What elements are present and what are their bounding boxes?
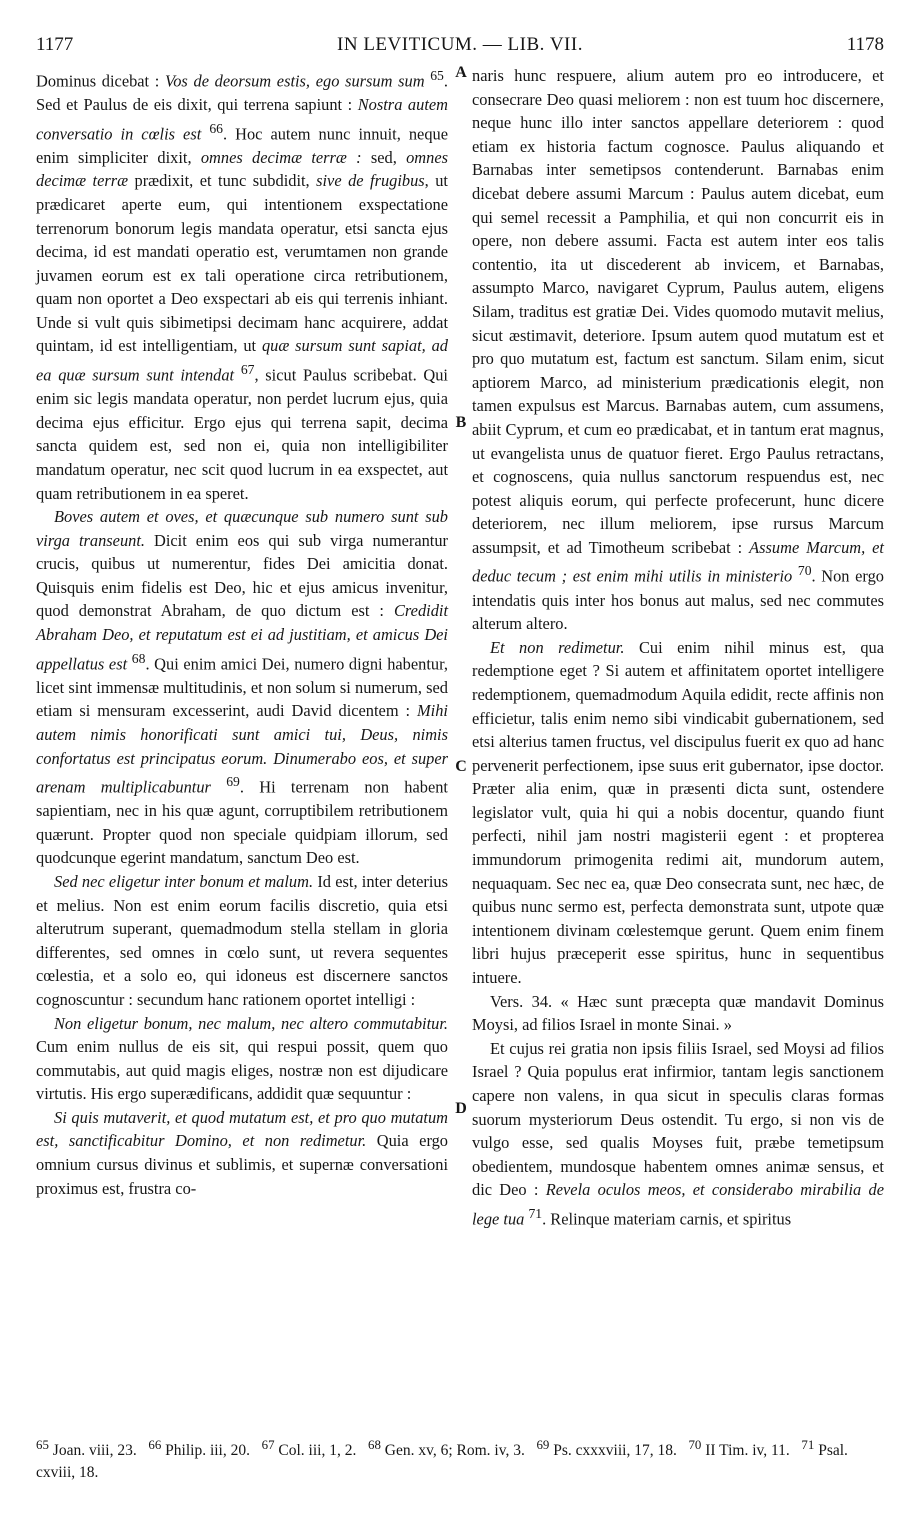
paragraph: Si quis mutaverit, et quod mutatum est, et pro quo mutatum est, sanctificabitur Domino, et non redimetur. Quia ergo omnium cursus divinus et sublimis, et supernæ conversationi proximus est, frustra co- — [36, 1107, 448, 1198]
footnotes — [36, 1434, 884, 1484]
paragraph: Dominus dicebat : Vos de deorsum estis, ego sursum sum $^{65}$. Sed et Paulus de eis dixit, qui terrena sapiunt : Nostra autem conversatio in cœlis est $^{66}$. Hoc autem nunc innuit, neque enim simpliciter dixit, omnes decimæ terræ : sed, omnes decimæ terræ prædixit, et tunc subdidit, sive de frugibus, ut prædicaret aperte eum, qui intentionem exspectatione terrenorum bonorum legis mandata operatur, etsi sancta ejus decima, id est mandati operatio est, verumtamen non grande juvamen eorum est ex tali operatione circa retributionem, quam non oportet a Deo exspectari ab eis qui terrenis inhiant. Unde si vult quis sibimetipsi decimam hanc acquirere, addat quintam, id est intelligentiam, ut quæ sursum sunt sapiat, ad ea quæ sursum sunt intendat $^{67}$, sicut Paulus scribebat. Qui enim sic legis mandata operatur, non perdet lucrum ejus, quia decima ejus efficitur. Ergo ejus qui terrena sapit, decima sancta quidem est, sed non ei, quia non intelligibiliter mandatum operatur, nec scit quod lucrum in ea exspectet, aut quam retributionem in ea speret. — [36, 68, 448, 503]
left-column — [36, 64, 448, 1200]
paragraph: Non eligetur bonum, nec malum, nec altero commutabitur. Cum enim nullus de eis sit, qui respui possit, quem quo commutabis, aut quid magis eliges, nostræ non est dijudicare virtutis. His ergo superædificans, addidit quæ sequuntur : — [36, 1013, 448, 1104]
paragraph: Vers. 34. « Hæc sunt præcepta quæ mandavit Dominus Moysi, ad filios Israel in monte Sinai. » — [472, 991, 884, 1035]
running-title: IN LEVITICUM. — LIB. VII. — [337, 34, 583, 55]
right-page-number: 1178 — [846, 34, 884, 55]
margin-marker-a: A — [455, 64, 467, 81]
paragraph: Sed nec eligetur inter bonum et malum. Id est, inter deterius et melius. Non est enim eorum facilis discretio, quia etsi alterutrum superant, quemadmodum stella stellam in gloria differentes, sed omnes in cœlo sunt, ut revera sequentes cœlestia, et a solo eo, qui idoneus est discernere sanctos cognoscuntur : secundum hanc rationem oportet intelligi : — [36, 871, 448, 1009]
paragraph: Et cujus rei gratia non ipsis filiis Israel, sed Moysi ad filios Israel ? Quia populus erat infirmior, tantam legis sanctionem capere non valens, in qua sicut in speculis claras formas suorum mysteriorum Deus ostendit. Tu ergo, si non vis de vulgo esse, sed qualis Moyses fuit, præbe temetipsum obedientem, mundosque habentem omnes animæ sensus, et dic Deo : Revela oculos meos, et considerabo mirabilia de lege tua $^{71}$. Relinque materiam carnis, et spiritus — [472, 1038, 884, 1229]
paragraph: Et non redimetur. Cui enim nihil minus est, qua redemptione eget ? Si autem et affinitatem oportet intelligere redemptionem, quemadmodum Aquila edidit, recte affinis non efficietur, talis enim nemo sibi vindicabit gubernationem, sed etsi alterius tamen fructus, vel discipulus fuerit ex quo ad hanc pervenerit perfectionem, ipse suus erit gubernator, ipse doctor. Præter alia enim, quæ in præsenti dicta sunt, ostendere legislator vult, quia hi qui a nobis docentur, quando fiunt perfecti, nihil jam nostri magisterii egent : et propterea immundorum primogenita redimi ait, mundorum autem, nequaquam. Sec nec ea, quæ Deo consecrata sunt, nec hæc, de quibus nunc sermo est, perfecta demonstrata sunt, utpote quæ intentionem divinam cœlestemque gerunt. Quem enim finem libri hujus præceperit esse spiritus, hunc in sequentibus intuere. — [472, 637, 884, 988]
margin-marker-d: D — [455, 1100, 467, 1117]
left-page-number: 1177 — [36, 34, 74, 55]
footnote-line: $^{65}$ Joan. viii, 23. $^{66}$ Philip. iii, 20. $^{67}$ Col. iii, 1, 2. $^{68}$ Gen. xv, 6; Rom. iv, 3. $^{69}$ Ps. cxxxviii, 17, 18. $^{70}$ II Tim. iv, 11. $^{71}$ Psal. cxviii, 18. — [36, 1437, 848, 1482]
paragraph: naris hunc respuere, alium autem pro eo introducere, et consecrare Deo quasi meliorem : non est tuum hoc discernere, neque hunc illo inter sanctos appellare deteriorem : quod etiam ex historia factum cognosce. Paulus aliquando et Barnabas inter semetipsos contenderunt. Barnabas enim dicebat debere assumi Marcum : Paulus autem dicebat, eum qui semel recessit a Pamphilia, et qui non concurrit eis in opere, non debere assumi. Facta est autem inter eos talis contentio, ita ut discederent ab invicem, et Barnabas, assumpto Marco, navigaret Cyprum, Paulus autem, eligens Silam, traditus est gratiæ Dei. Vides quomodo mutavit melius, sicut æstimavit, deteriore. Ipsum autem quod mutatum est et pro quo mutatum est, factum est sanctum. Silam enim, sicut aptiorem Marco, ad ministerium prædicationis elegit, non tamen expulsus est Marcus. Barnabas autem, cum assumens, abiit Cyprum, et cum eo prædicabat, et in tantum erat magnus, ut evangelista unus de quatuor fieret. Ergo Paulus retractans, et cognoscens, quia nullus sanctorum respuendus est, nec potest aliquis eorum, qui perfecte profecerunt, hunc dicere deteriorem, nec illum meliorem, ipse rursus Marcum assumpsit, et ad Timotheum scribebat : Assume Marcum, et deduc tecum ; est enim mihi utilis in ministerio $^{70}$. Non ergo intendatis quis inter hos bonus aut malus, sed nec commutes alterum altero. — [472, 66, 884, 634]
right-column — [472, 64, 884, 1231]
page-header — [36, 34, 884, 64]
paragraph: Boves autem et oves, et quæcunque sub numero sunt sub virga transeunt. Dicit enim eos qui sub virga numerantur crucis, quibus ut numerentur, fides Dei amicitia donat. Quisquis enim fidelis est Deo, hic et ejus amicus invenitur, quod demonstrat Abraham, de quo dictum est : Credidit Abraham Deo, et reputatum est ei ad justitiam, et amicus Dei appellatus est $^{68}$. Qui enim amici Dei, numero digni habentur, licet sint immensæ multitudinis, et non solum si numerum, sed etiam si mensuram excesserint, audi David dicentem : Mihi autem nimis honorificati sunt amici tui, Deus, nimis confortatus est principatus eorum. Dinumerabo eos, et super arenam multiplicabuntur $^{69}$. Hi terrenam non habent sapientiam, nec in his quæ agunt, corruptibilem retributionem quærunt. Propter quod non speciale quidpiam illorum, sed quodcunque egerint mandatum, sanctum Deo est. — [36, 507, 449, 868]
margin-marker-c: C — [455, 758, 467, 775]
margin-marker-b: B — [455, 414, 467, 431]
